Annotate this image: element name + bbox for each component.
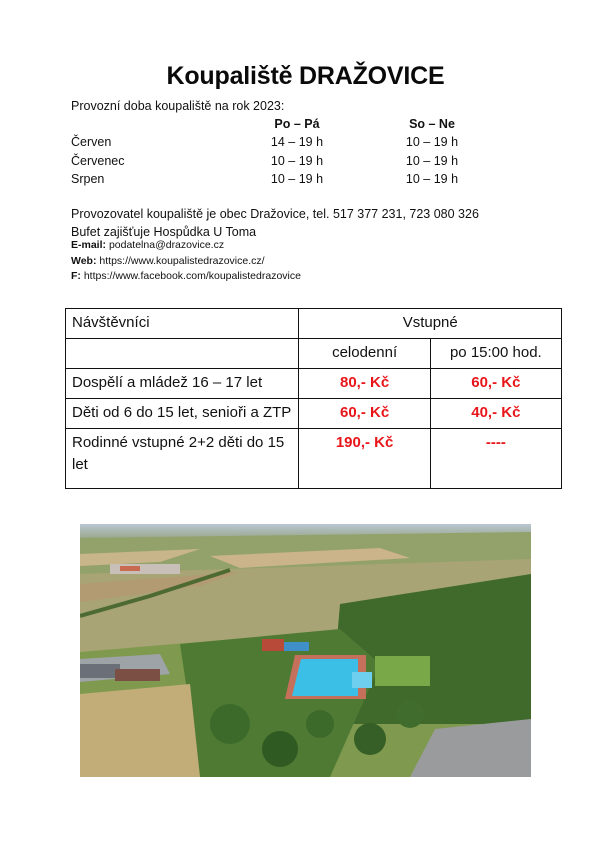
facebook-line <box>71 269 301 285</box>
price-header-row <box>66 309 562 339</box>
admission-header: Vstupné <box>299 309 562 339</box>
price-row <box>66 369 562 399</box>
visitor-category: Děti od 6 do 15 let, senioři a ZTP <box>66 399 299 429</box>
page-title: Koupaliště DRAŽOVICE <box>166 62 445 90</box>
email-line <box>71 238 301 254</box>
weekend-hours: 10 – 19 h <box>405 171 459 186</box>
price-row <box>66 399 562 429</box>
weekend-hours: 10 – 19 h <box>405 153 459 168</box>
visitor-category: Rodinné vstupné 2+2 děti do 15 let <box>66 429 299 489</box>
aerial-pool-photo <box>80 524 531 777</box>
email-link[interactable]: podatelna@drazovice.cz <box>108 239 225 251</box>
after-15-price: 40,- Kč <box>430 399 561 429</box>
buffet-text: Bufet zajišťuje Hospůdka U Toma <box>71 225 257 239</box>
price-row <box>66 429 562 489</box>
web-link[interactable]: https://www.koupalistedrazovice.cz/ <box>99 254 265 267</box>
weekday-hours: 14 – 19 h <box>270 135 324 150</box>
weekend-hours: 10 – 19 h <box>405 135 459 150</box>
full-day-price: 80,- Kč <box>299 369 430 399</box>
weekday-hours: 10 – 19 h <box>270 171 324 186</box>
contacts-block <box>71 238 301 285</box>
web-line <box>71 254 301 270</box>
hours-row <box>71 172 491 190</box>
price-subheader-row <box>66 339 562 369</box>
hours-row <box>71 154 491 172</box>
empty-cell <box>66 339 299 369</box>
email-label: E-mail: <box>71 239 107 251</box>
hours-header-row <box>71 117 491 135</box>
operator-text: Provozovatel koupaliště je obec Dražovice, tel. 517 377 231, 723 080 326 <box>71 207 479 221</box>
visitor-category: Dospělí a mládež 16 – 17 let <box>66 369 299 399</box>
full-day-header: celodenní <box>299 339 430 369</box>
facebook-link[interactable]: https://www.facebook.com/koupalistedrazovice <box>83 270 301 282</box>
opening-hours-table <box>71 117 491 190</box>
facebook-label: F: <box>71 270 81 282</box>
after-15-header: po 15:00 hod. <box>430 339 561 369</box>
month-label: Červen <box>71 135 112 150</box>
month-label: Srpen <box>71 171 105 186</box>
month-label: Červenec <box>71 153 125 168</box>
web-label: Web: <box>71 254 97 267</box>
after-15-price: 60,- Kč <box>430 369 561 399</box>
hours-row <box>71 135 491 153</box>
visitors-header: Návštěvníci <box>66 309 299 339</box>
opening-hours-intro: Provozní doba koupaliště na rok 2023: <box>71 99 285 113</box>
full-day-price: 190,- Kč <box>299 429 430 489</box>
weekend-header: So – Ne <box>409 117 455 131</box>
weekday-hours: 10 – 19 h <box>270 153 324 168</box>
after-15-price: ---- <box>430 429 561 489</box>
operator-info <box>71 205 479 241</box>
admission-price-table <box>65 308 562 489</box>
weekday-header: Po – Pá <box>274 117 320 131</box>
full-day-price: 60,- Kč <box>299 399 430 429</box>
